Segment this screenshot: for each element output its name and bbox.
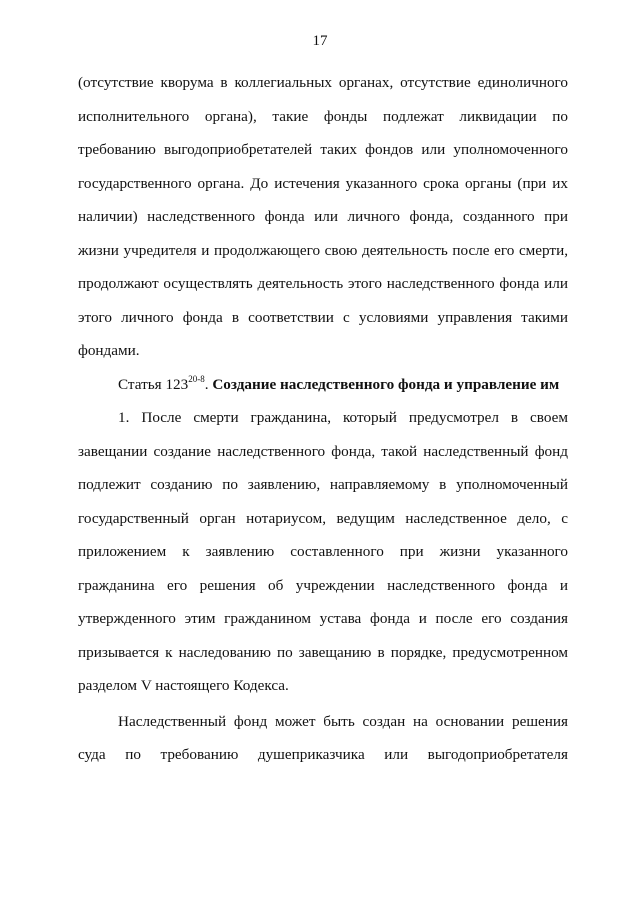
article-superscript: 20-8 [188,373,205,384]
paragraph-item-1: 1. После смерти гражданина, который предусмотрел в своем завещании создание наследственного фонда, такой наследственный фонд подлежит созданию по заявлению, направляемому в уполномоченный государственный орган нотариусом, ведущим наследственное дело, с приложением к заявлению составленного при жизни указанного гражданина его решения об учреждении наследственного фонда и утвержденного этим гражданином устава фонда и после его создания призывается к наследованию по завещанию в порядке, предусмотренном разделом V настоящего Кодекса. [78,409,568,694]
article-heading [78,368,568,402]
document-body [78,66,568,772]
article-dot: . [204,375,209,393]
paragraph-court-decision: Наследственный фонд может быть создан на основании решения суда по требованию душеприказчика или выгодоприобретателя [78,712,568,763]
paragraph-continuation: (отсутствие кворума в коллегиальных органах, отсутствие единоличного исполнительного органа), такие фонды подлежат ликвидации по требованию выгодоприобретателей таких фондов или уполномоченного государственного органа. До истечения указанного срока органы (при их наличии) наследственного фонда или личного фонда, созданного при жизни учредителя и продолжающего свою деятельность после его смерти, продолжают осуществлять деятельность этого наследственного фонда или этого личного фонда в соответствии с условиями управления такими фондами. [78,74,568,359]
page-number: 17 [312,33,328,49]
article-title: Создание наследственного фонда и управление им [212,375,560,393]
article-number: Статья 123 [118,375,189,393]
